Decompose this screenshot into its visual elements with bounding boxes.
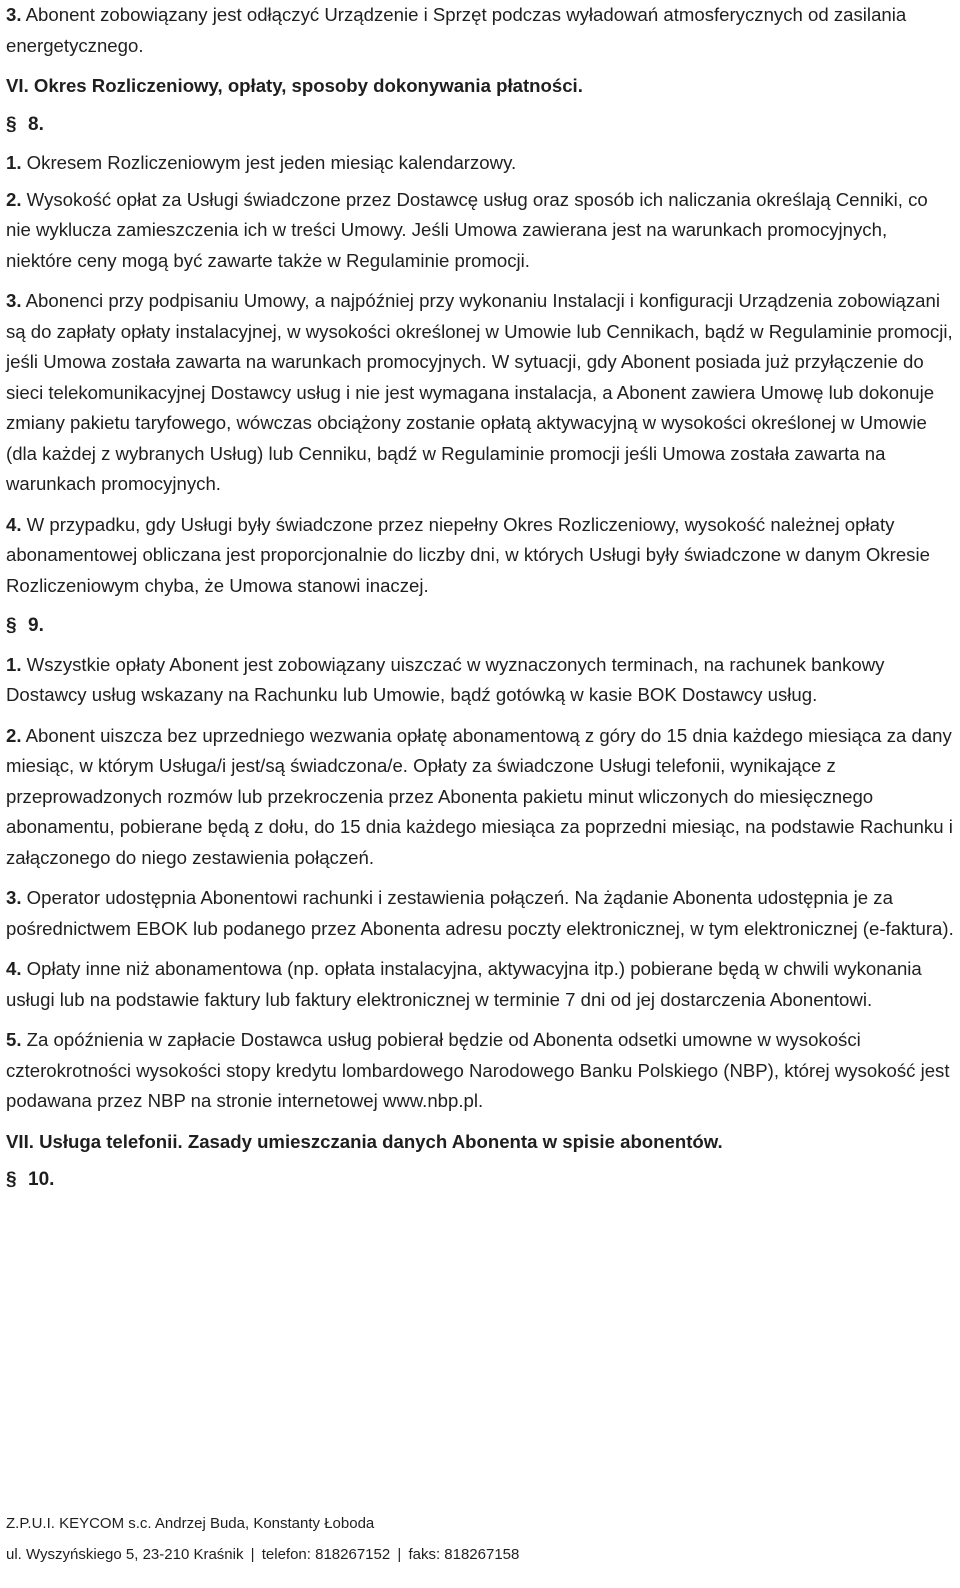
footer-separator: | [250,1546,255,1563]
footer-address: ul. Wyszyńskiego 5, 23-210 Kraśnik [6,1546,244,1563]
section-sign-icon: § [6,113,17,135]
footer-separator: | [397,1546,402,1563]
document-body [6,0,954,1204]
section-heading-vii: VII. Usługa telefonii. Zasady umieszczania danych Abonenta w spisie abonentów. [6,1130,723,1152]
footer-company: Z.P.U.I. KEYCOM s.c. Andrzej Buda, Konstanty Łoboda [6,1515,375,1532]
item-number: 2. [6,724,22,746]
paragraph-7-item-3 [6,0,954,61]
paragraph-number: 10. [28,1169,55,1190]
paragraph-8-item-1 [6,148,954,179]
paragraph-number: 8. [28,113,44,135]
paragraph-9-item-2 [6,721,954,874]
section-sign-icon: § [6,615,17,636]
footer-contact [6,1539,519,1570]
item-number: 5. [6,1029,22,1050]
section-heading-vi: VI. Okres Rozliczeniowy, opłaty, sposoby dokonywania płatności. [6,75,583,96]
section-sign-icon: § [6,1169,17,1190]
footer-phone: telefon: 818267152 [261,1546,391,1563]
paragraph-9-item-3 [6,883,954,944]
item-text: Abonenci przy podpisaniu Umowy, a najpóźniej przy wykonaniu Instalacji i konfiguracji Urządzenia zobowiązani są do zapłaty opłaty instalacyjnej, w wysokości określonej w Umowie lub Cennikach, bądź w Regulaminie promocji, jeśli Umowa została zawarta na warunkach promocyjnych. W sytuacji, gdy Abonent posiada już przyłączenie do sieci telekomunikacyjnej Dostawcy usług i nie jest wymagana instalacja, a Abonent zawiera Umowę lub dokonuje zmiany pakietu taryfowego, wówczas obciążony zostanie opłatą aktywacyjną w wysokości określonej w Umowie (dla każdej z wybranych Usług) lub Cenniku, bądź w Regulaminie promocji jeśli Umowa została zawarta na warunkach promocyjnych. [6,290,953,494]
paragraph-8-item-4 [6,510,954,602]
item-number: 3. [6,4,22,25]
footer-fax: faks: 818267158 [408,1546,520,1563]
item-text: Okresem Rozliczeniowym jest jeden miesiąc kalendarzowy. [21,152,517,173]
item-text: Za opóźnienia w zapłacie Dostawca usług pobierał będzie od Abonenta odsetki umowne w wysokości czterokrotności wysokości stopy kredytu lombardowego Narodowego Banku Polskiego (NBP), której wysokość jest podawana przez NBP na stronie internetowej www.nbp.pl. [6,1029,950,1111]
item-number: 2. [6,188,22,210]
paragraph-8-item-2 [6,185,954,277]
item-number: 4. [6,513,22,535]
item-text: Opłaty inne niż abonamentowa (np. opłata instalacyjna, aktywacyjna itp.) pobierane będą w chwili wykonania usługi lub na podstawie faktury lub faktury elektronicznej w terminie 7 dni od jej dostarczenia Abonentowi. [6,958,922,1010]
item-text: Operator udostępnia Abonentowi rachunki i zestawienia połączeń. Na żądanie Abonenta udostępnia je za pośrednictwem EBOK lub podanego przez Abonenta adresu poczty elektronicznej, w tym elektronicznej (e-faktura). [6,887,954,939]
item-text: Wszystkie opłaty Abonent jest zobowiązany uiszczać w wyznaczonych terminach, na rachunek bankowy Dostawcy usług wskazany na Rachunku lub Umowie, bądź gotówką w kasie BOK Dostawcy usług. [6,653,885,705]
item-text: Wysokość opłat za Usługi świadczone przez Dostawcę usług oraz sposób ich naliczania określają Cenniki, co nie wyklucza zamieszczenia ich w treści Umowy. Jeśli Umowa zawierana jest na warunkach promocyjnych, niektóre ceny mogą być zawarte także w Regulaminie promocji. [6,188,928,271]
paragraph-9-item-4 [6,954,954,1015]
paragraph-9-item-1 [6,650,954,711]
paragraph-9-item-5 [6,1025,954,1117]
paragraph-9-heading [6,611,954,642]
item-text: Abonent uiszcza bez uprzedniego wezwania opłatę abonamentową z góry do 15 dnia każdego miesiąca za dany miesiąc, w którym Usługa/i jest/są świadczona/e. Opłaty za świadczone Usługi telefonii, wynikające z przeprowadzonych rozmów lub przekroczenia przez Abonenta pakietu minut wliczonych do miesięcznego abonamentu, pobierane będą z dołu, do 15 dnia każdego miesiąca za poprzedni miesiąc, na podstawie Rachunku i załączonego do niego zestawienia połączeń. [6,724,953,868]
page-footer [6,1508,519,1570]
item-text: W przypadku, gdy Usługi były świadczone przez niepełny Okres Rozliczeniowy, wysokość należnej opłaty abonamentowej obliczana jest proporcjonalnie do liczby dni, w których Usługi były świadczone w danym Okresie Rozliczeniowym chyba, że Umowa stanowi inaczej. [6,513,930,596]
paragraph-8-item-3 [6,286,954,500]
item-number: 3. [6,290,22,311]
item-number: 1. [6,152,22,173]
item-number: 1. [6,653,22,675]
item-number: 4. [6,958,22,979]
item-text: Abonent zobowiązany jest odłączyć Urządzenie i Sprzęt podczas wyładowań atmosferycznych od zasilania energetycznego. [6,4,907,56]
paragraph-10-heading [6,1165,954,1196]
item-number: 3. [6,887,22,908]
paragraph-number: 9. [28,615,44,636]
paragraph-8-heading [6,110,954,141]
